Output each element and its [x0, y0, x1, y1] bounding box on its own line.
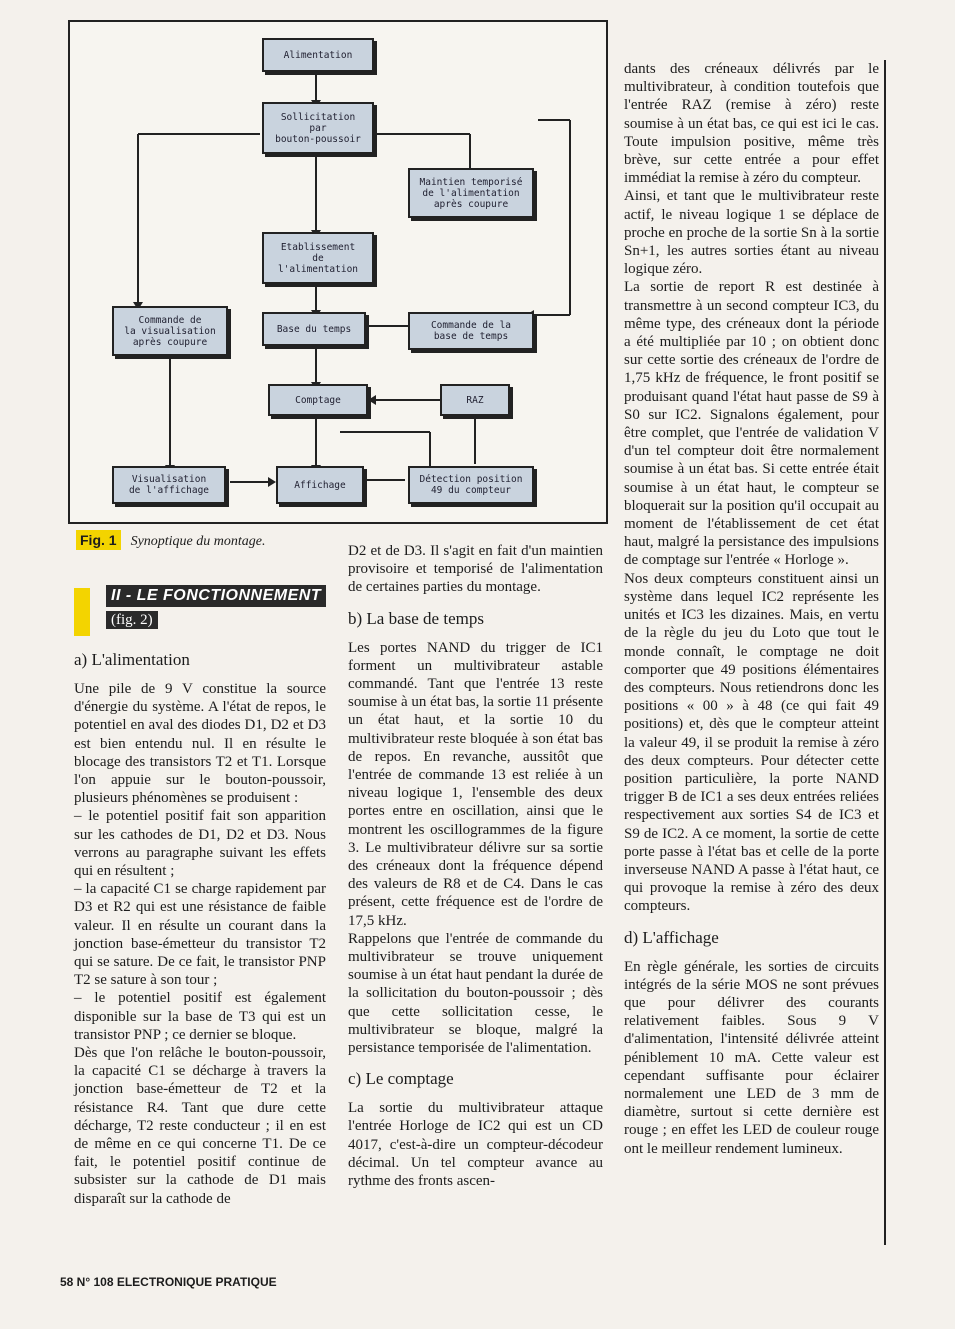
figure-caption-text: Synoptique du montage.: [130, 534, 266, 549]
paragraph: D2 et de D3. Il s'agit en fait d'un maintien provisoire et temporisé de l'alimentation de certaines parties du montage.: [348, 543, 603, 596]
page-footer: 58 N° 108 ELECTRONIQUE PRATIQUE: [60, 1275, 277, 1289]
heading-comptage: c) Le comptage: [348, 1069, 454, 1089]
paragraph: Dès que l'on relâche le bouton-poussoir, la capacité C1 se décharge à travers la jonction base-émetteur de T2 et la résistance R4. Tant que dure cette décharge, T2 reste conducteur ; il en est de même en ce qui concerne T1. De ce fait, le potentiel positif continue de subsister sur la cathode de D1 mais disparaît sur la cathode de: [74, 1045, 326, 1207]
box-detection: Détection position 49 du compteur: [408, 466, 534, 504]
heading-base-temps: b) La base de temps: [348, 608, 484, 628]
figure-tag: Fig. 1: [76, 530, 121, 550]
box-visualisation: Visualisation de l'affichage: [112, 466, 226, 504]
box-maintien: Maintien temporisé de l'alimentation après coupure: [408, 168, 534, 218]
column-2: [348, 542, 603, 1190]
paragraph: – la capacité C1 se charge rapidement par D3 et R2 qui est une résistance de faible valeur. Il en résulte un courant dans la jonction base-émetteur du transistor T2 qui se sature. De ce fait, le transistor PNP T2 se sature à son tour ;: [74, 881, 326, 989]
synoptic-diagram: [68, 20, 608, 524]
paragraph: Rappelons que l'entrée de commande du multivibrateur se trouve uniquement soumise à un état haut pendant la durée de la sollicitation du bouton-poussoir ; dès que cette sollicitation cesse, le multivibrateur se bloque, malgré la persistance temporisée de l'alimentation.: [348, 930, 603, 1057]
paragraph: – le potentiel positif fait son apparition sur les cathodes de D1, D2 et D3. Nous verrons au paragraphe suivant les effets qui en résultent ;: [74, 808, 326, 880]
box-base-temps: Base du temps: [262, 312, 366, 346]
section-fig-ref: (fig. 2): [106, 611, 158, 629]
box-commande-base-temps: Commande de la base de temps: [408, 312, 534, 350]
paragraph: La sortie du multivibrateur attaque l'entrée Horloge de IC2 qui est un CD 4017, c'est-à-dire un compteur-décodeur décimal. Un tel compteur avance au rythme des fronts ascen-: [348, 1100, 603, 1190]
box-sollicitation: Sollicitation par bouton-poussoir: [262, 102, 374, 154]
section-title: II - LE FONCTIONNEMENT: [106, 585, 326, 607]
paragraph: En règle générale, les sorties de circuits intégrés de la série MOS ne sont prévues que pour délivrer des courants relativement faibles. Sous 9 V d'alimentation, l'intensité délivrée atteint péniblement 10 mA. Cette valeur est cependant suffisante pour éclairer normalement une LED de 3 mm de diamètre, surtout si cette dernière est rouge ; en effet les LED de couleur rouge ont le meilleur rendement lumineux.: [624, 958, 879, 1157]
paragraph: – le potentiel positif est également disponible sur la base de T3 qui est un transistor PNP ; ce dernier se bloque.: [74, 990, 326, 1043]
box-comptage: Comptage: [268, 384, 368, 416]
column-1: [74, 650, 326, 1208]
paragraph: dants des créneaux délivrés par le multivibrateur, à condition toutefois que l'entrée RAZ (remise à zéro) reste soumise à un état bas, ce qui est ici le cas. Toute impulsion positive, même très brève, sur cette entrée a pour effet immédiat la remise à zéro du compteur.: [624, 61, 879, 187]
figure-caption: [76, 532, 265, 550]
paragraph: Nos deux compteurs constituent ainsi un système dans lequel IC2 représente les unités et IC3 les dizaines. Mais, en vertu de la règle du jeu du Loto que tout le monde connaît, le comptage ne doit comporter que 49 positions élémentaires des compteurs. Nous retiendrons donc les positions « 00 » à 48 (ce qui fait 49 positions) et, dès que le compteur atteint la valeur 49, il se produit la remise à zéro des deux compteurs. Pour détecter cette position particulière, la porte NAND trigger B de IC1 a ses deux entrées reliées respectivement aux sorties S4 de IC3 et S9 de IC2. A ce moment, la sortie de cette porte passe à l'état bas et celle de la porte inverseuse NAND A passe à l'état haut, ce qui provoque la remise à zéro des deux compteurs.: [624, 570, 879, 915]
paragraph: La sortie de report R est destinée à transmettre à un second compteur IC3, du même type, des créneaux dont la période a été multipliée par 10 ; on obtient donc sur cette sortie des créneaux de l'ordre de 1,75 kHz de fréquence, le front positif se produisant quand l'état haut passe de S9 à S0 sur IC2. Signalons également, pour être complet, que l'entrée de validation V d'un tel compteur doit être normalement soumise à un état bas. Si cette entrée était soumise à un état haut, le compteur se bloquerait sur la position qu'il occupait au moment de l'établissement de cet état haut, malgré la persistance des impulsions de comptage sur l'entrée « Horloge ».: [624, 279, 879, 569]
box-commande-visualisation: Commande de la visualisation après coupure: [112, 306, 228, 356]
paragraph: Les portes NAND du trigger de IC1 forment un multivibrateur astable commandé. Tant que l'entrée 13 reste soumise à un état bas, la sortie 11 présente un état haut, et la sortie 10 du multivibrateur reste bloquée à son état bas de repos. En revanche, aussitôt que l'entrée de commande 13 est reliée à un niveau logique 1, l'ensemble des deux portes entre en oscillation, ainsi que le montrent les oscillogrammes de la figure 3. Le multivibrateur délivre sur sa sortie des créneaux dont la fréquence dépend des valeurs de R8 et de C4. Dans le cas présent, cette fréquence est de l'ordre de 17,5 kHz.: [348, 639, 603, 929]
heading-affichage: d) L'affichage: [624, 927, 719, 947]
paragraph: Une pile de 9 V constitue la source d'énergie du système. A l'état de repos, le potentiel en aval des diodes D1, D2 et D3 est bien entendu nul. Il en résulte le blocage des transistors T2 et T1. Lorsque l'on appuie sur le bouton-poussoir, plusieurs phénomènes se produisent :: [74, 681, 326, 807]
box-raz: RAZ: [440, 384, 510, 416]
box-etablissement: Etablissement de l'alimentation: [262, 232, 374, 284]
column-3: [624, 60, 879, 1158]
section-title-block: [106, 585, 326, 629]
heading-alimentation: a) L'alimentation: [74, 650, 190, 669]
box-affichage: Affichage: [276, 466, 364, 504]
box-alimentation: Alimentation: [262, 38, 374, 72]
section-accent-bar: [74, 588, 90, 636]
column-rule: [884, 60, 886, 1245]
paragraph: Ainsi, et tant que le multivibrateur reste actif, le niveau logique 1 se déplace de proche en proche de la sortie Sn à la sortie Sn+1, les autres sorties étant au niveau logique zéro.: [624, 188, 879, 278]
